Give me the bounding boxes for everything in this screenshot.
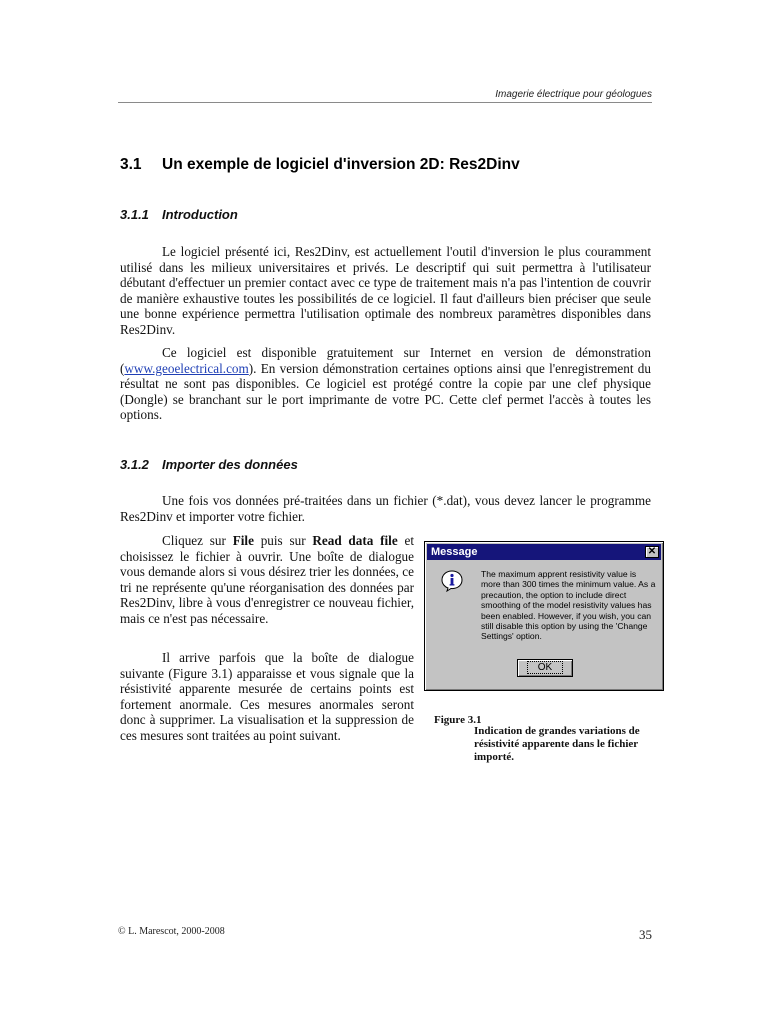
read-data-file-ref: Read data file	[312, 533, 398, 548]
figure-label: Figure 3.1	[434, 714, 482, 726]
paragraph-intro-2	[120, 345, 651, 423]
message-dialog	[424, 541, 664, 691]
ok-label: OK	[527, 661, 563, 674]
paragraph-text: Ce logiciel est disponible gratuitement sur Internet en version de démonstration (	[120, 345, 651, 376]
paragraph-text: Le logiciel présenté ici, Res2Dinv, est actuellement l'outil d'inversion le plus couramment utilisé dans les milieux universitaires et privés. Le descriptif qui suit permettra à l'utilisateur débutant d'effectuer un premier contact avec ce type de traitement mais n'a pas l'intention de couvrir de manière exhaustive toutes les possibilités de ce logiciel. Il faut d'ailleurs bien préciser que seule une bonne expérience permettra l'utilisation optimale des nombreux paramètres disponibles dans Res2Dinv.	[120, 244, 651, 337]
subsection-heading-import	[120, 457, 298, 472]
section-number: 3.1	[120, 156, 142, 173]
subsection-title: Introduction	[162, 207, 238, 222]
subsection-heading-introduction	[120, 207, 238, 222]
header-rule	[118, 102, 652, 103]
dialog-title: Message	[431, 546, 478, 558]
section-title: Un exemple de logiciel d'inversion 2D: Res2Dinv	[162, 156, 520, 173]
footer-copyright: © L. Marescot, 2000-2008	[118, 926, 225, 937]
figure-caption: Indication de grandes variations de résistivité apparente dans le fichier importé.	[474, 725, 640, 763]
section-heading	[120, 156, 520, 174]
running-header: Imagerie électrique pour géologues	[495, 89, 652, 100]
close-icon[interactable]: ✕	[645, 546, 659, 558]
subsection-number: 3.1.1	[120, 207, 149, 222]
paragraph-text: Il arrive parfois que la boîte de dialogue suivante (Figure 3.1) apparaisse et vous signale que la résistivité apparente mesurée de certains points est fortement anormale. Ces mesures anormales seront donc à supprimer. La visualisation et la suppression de ces mesures sont traitées au point suivant.	[120, 650, 414, 743]
geoelectrical-link[interactable]: www.geoelectrical.com	[124, 360, 249, 376]
paragraph-intro-1	[120, 244, 651, 337]
subsection-number: 3.1.2	[120, 457, 149, 472]
dialog-message: The maximum apprent resistivity value is more than 300 times the minimum value. As a precaution, the option to include direct smoothing of the model resistivity values has been enabled. However, if you wish, you can still disable this option by using the 'Change Settings' option.	[481, 569, 656, 642]
dialog-titlebar[interactable]	[427, 544, 661, 560]
paragraph-import-2: Cliquez sur File puis sur Read data file et choisissez le fichier à ouvrir. Une boîte de dialogue vous demande alors si vous désirez trier les données, ce tri ne représente qu'une réorganisation des données par Res2Dinv, libre à vous d'enregistrer ce nouveau fichier, mais ce n'est pas nécessaire.	[120, 533, 414, 626]
paragraph-text: ). En version démonstration certaines options ainsi que l'enregistrement du résultat ne sont pas disponibles. Ce logiciel est protégé contre la copie par une clef physique (Dongle) se branchant sur le port imprimante de votre PC. Cette clef permet l'accès à toutes les options.	[120, 360, 651, 422]
file-menu-ref: File	[232, 533, 254, 548]
page-number: 35	[639, 927, 652, 942]
paragraph-import-1	[120, 493, 651, 524]
info-icon	[441, 570, 463, 592]
paragraph-import-3	[120, 650, 414, 743]
paragraph-text: Une fois vos données pré-traitées dans un fichier (*.dat), vous devez lancer le programme Res2Dinv et importer votre fichier.	[120, 493, 651, 524]
ok-button[interactable]	[517, 659, 573, 677]
subsection-title: Importer des données	[162, 457, 298, 472]
